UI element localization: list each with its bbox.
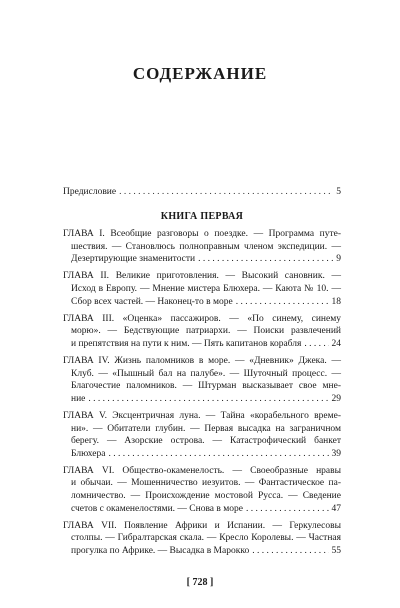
chapter-last-line	[63, 393, 341, 406]
toc-entry-page: 5	[336, 187, 341, 197]
toc-entry-chapter-6	[63, 465, 341, 515]
chapter-line: ломничество. — Происхождение мостовой Русса. — Сведение	[71, 490, 341, 501]
chapter-line: Исход в Европу. — Мнение мистера Блюхера. — Каюта № 10. —	[71, 284, 341, 295]
chapter-line: ГЛАВА V. Эксцентричная луна. — Тайна «корабельного време-	[63, 410, 341, 421]
toc-entry-chapter-5	[63, 410, 341, 460]
chapter-line: ГЛАВА IV. Жизнь паломников в море. — «Дневник» Джека. —	[63, 356, 341, 367]
leader-dots	[119, 186, 333, 199]
chapter-last-line	[63, 338, 341, 351]
chapter-line: Блюхера	[71, 448, 106, 459]
toc-entry-chapter-1	[63, 228, 341, 266]
chapter-line: и препятствия на пути к ним. — Пять капитанов корабля	[71, 338, 302, 349]
leader-dots	[109, 448, 329, 461]
toc-entry-page: 18	[331, 296, 341, 307]
leader-dots	[304, 338, 328, 351]
chapter-last-line	[63, 253, 341, 266]
toc-entry-label: Предисловие	[63, 187, 117, 197]
chapter-last-line	[63, 503, 341, 516]
leader-dots	[198, 253, 333, 266]
chapter-line: ние	[71, 393, 86, 404]
chapter-last-line	[63, 448, 341, 461]
bracket-right: ]	[210, 577, 214, 588]
toc-entry-page: 55	[331, 545, 341, 556]
toc-entry-page: 24	[331, 338, 341, 349]
book-heading: КНИГА ПЕРВАЯ	[160, 210, 244, 222]
chapter-line: шествия. — Становлюсь полноправным членом экспедиции. —	[71, 241, 341, 252]
chapter-line: Дезертирующие знаменитости	[71, 254, 196, 265]
chapter-line: счетов с окаменелостями. — Снова в море	[71, 503, 243, 514]
leader-dots	[252, 545, 328, 558]
chapter-line: и обычаи. — Мошенничество иезуитов. — Фантастическое па-	[71, 478, 341, 489]
toc-entry-preface	[63, 186, 341, 199]
toc-entry-chapter-4	[63, 355, 341, 405]
chapter-line: ГЛАВА II. Великие приготовления. — Высокий сановник. —	[63, 271, 341, 282]
page-number: 728	[192, 577, 208, 588]
table-of-contents	[63, 186, 341, 562]
chapter-line: берегу. — Азорские острова. — Катастрофический банкет	[71, 436, 341, 447]
toc-entry-page: 39	[331, 448, 341, 459]
toc-entry-page: 47	[331, 503, 341, 514]
chapter-line: ни». — Обитатели глубин. — Первая высадка на заграничном	[71, 423, 341, 434]
toc-entry-chapter-2	[63, 270, 341, 308]
toc-entry-chapter-7	[63, 520, 341, 558]
chapter-last-line	[63, 545, 341, 558]
chapter-line: ГЛАВА VII. Появление Африки и Испании. — Геркулесовы	[63, 520, 341, 531]
chapter-line: ГЛАВА III. «Оценка» пассажиров. — «По синему, синему	[63, 313, 341, 324]
chapter-line: столпы. — Гибралтарская скала. — Кресло Королевы. — Частная	[71, 533, 341, 544]
chapter-line: прогулка по Африке. — Высадка в Марокко	[71, 545, 250, 556]
chapter-line: морю». — Бедствующие патриархи. — Поиски развлечений	[71, 326, 341, 337]
chapter-line: ГЛАВА VI. Общество-окаменелость. — Своеобразные нравы	[63, 465, 341, 476]
chapter-last-line	[63, 296, 341, 309]
page-number-footer	[0, 577, 400, 588]
chapter-line: Благочестие паломников. — Штурман высказывает свое мне-	[71, 381, 341, 392]
leader-dots	[246, 503, 329, 516]
toc-entry-chapter-3	[63, 313, 341, 351]
toc-entry-page: 29	[331, 393, 341, 404]
chapter-line: Клуб. — «Пышный бал на палубе». — Шуточный процесс. —	[71, 368, 341, 379]
chapter-line: ГЛАВА I. Всеобщие разговоры о поездке. — Программа путе-	[63, 229, 341, 240]
page-title: СОДЕРЖАНИЕ	[132, 64, 268, 83]
bracket-left: [	[186, 577, 190, 588]
chapter-line: Сбор всех частей. — Наконец-то в море	[71, 296, 233, 307]
leader-dots	[236, 296, 329, 309]
toc-entry-page: 9	[336, 254, 341, 265]
leader-dots	[88, 393, 328, 406]
